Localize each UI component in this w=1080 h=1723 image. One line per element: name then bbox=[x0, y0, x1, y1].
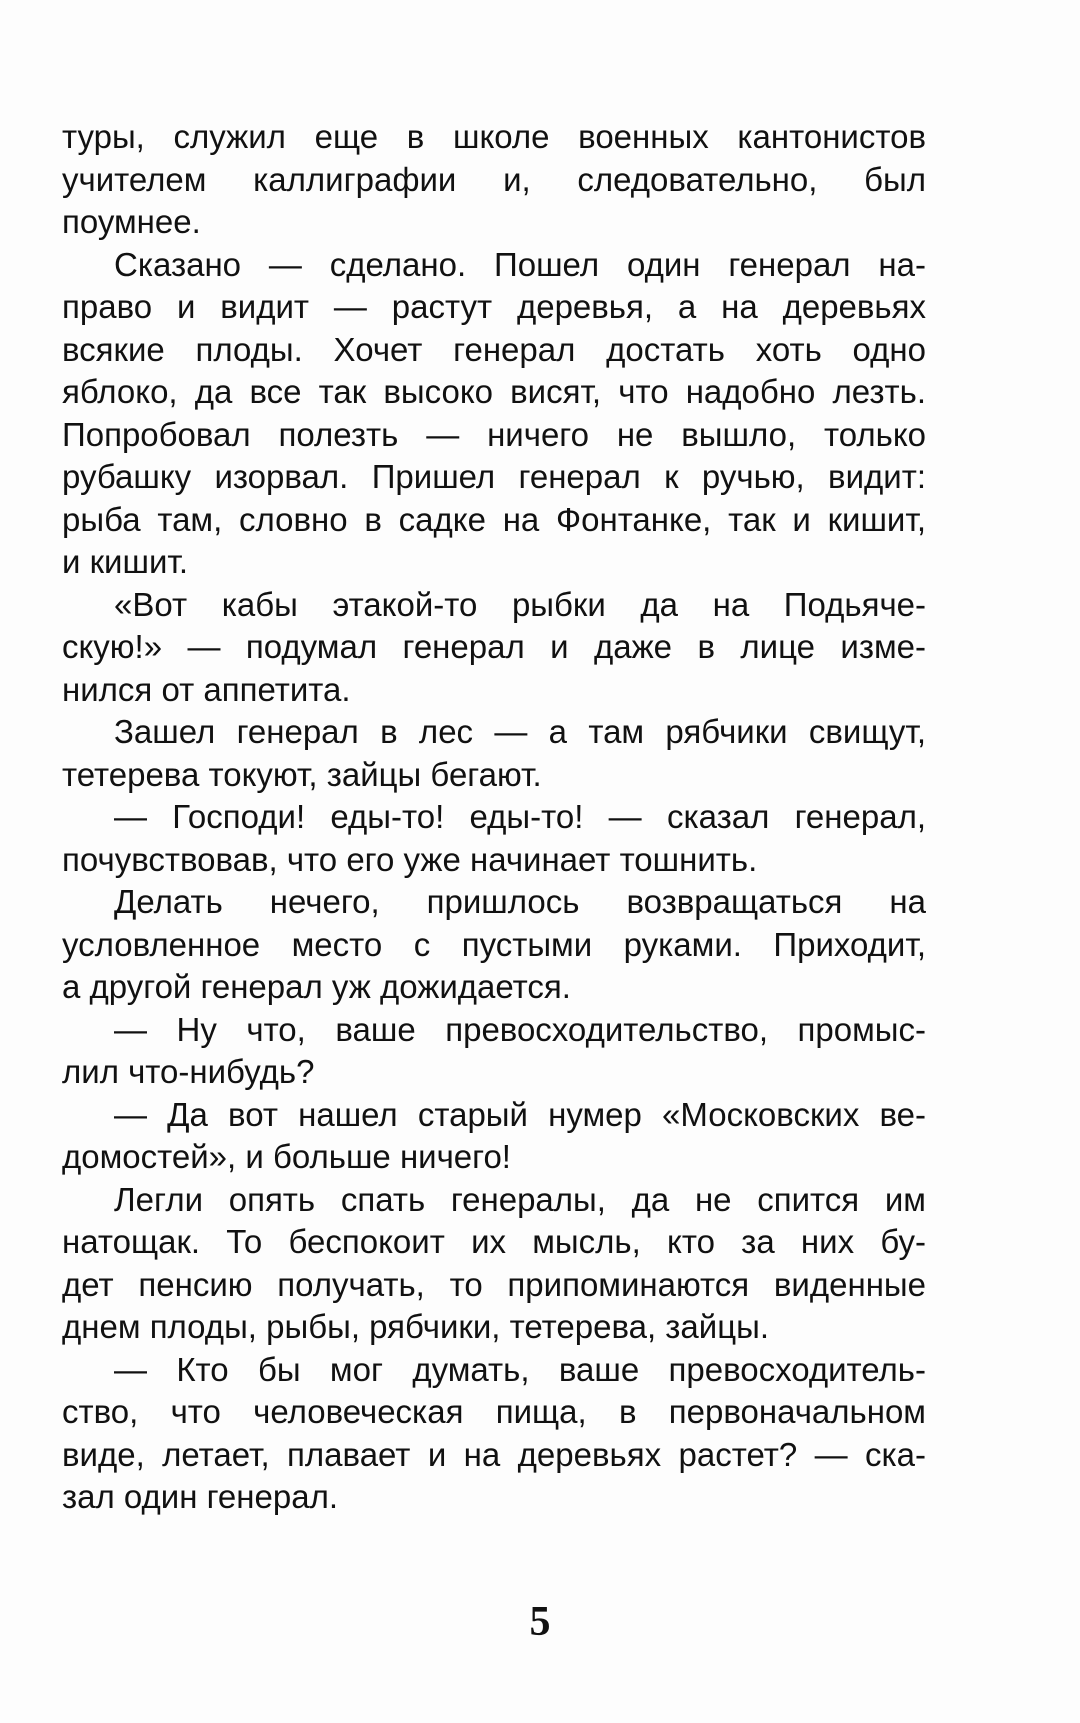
text-line: натощак. То беспокоит их мысль, кто за них бу- bbox=[62, 1223, 926, 1260]
text-line: Зашел генерал в лес — а там рябчики свищут, bbox=[114, 713, 926, 750]
text-line: всякие плоды. Хочет генерал достать хоть одно bbox=[62, 330, 926, 368]
text-line: яблоко, да все так высоко висят, что надобно лезть. bbox=[62, 373, 926, 410]
text-line: — Кто бы мог думать, ваше превосходитель- bbox=[114, 1350, 926, 1388]
text-line: нился от аппетита. bbox=[62, 670, 351, 708]
text-line: Легли опять спать генералы, да не спится им bbox=[114, 1180, 926, 1218]
text-line: рубашку изорвал. Пришел генерал к ручью, видит: bbox=[62, 458, 926, 495]
text-line: и кишит. bbox=[62, 543, 189, 580]
text-line: Сказано — сделано. Пошел один генерал на- bbox=[114, 245, 926, 283]
body-text bbox=[62, 116, 926, 1519]
text-line: право и видит — растут деревья, а на деревьях bbox=[62, 288, 926, 325]
text-line: Делать нечего, пришлось возвращаться на bbox=[114, 883, 926, 920]
text-line: дет пенсию получать, то припоминаются виденные bbox=[62, 1265, 926, 1303]
text-line: «Вот кабы этакой-то рыбки да на Подьяче- bbox=[114, 585, 926, 623]
page-number: 5 bbox=[529, 1599, 551, 1645]
text-line: виде, летает, плавает и на деревьях растет? — ска- bbox=[62, 1435, 926, 1473]
text-line: а другой генерал уж дожидается. bbox=[62, 968, 571, 1005]
text-line: тетерева токуют, зайцы бегают. bbox=[62, 755, 542, 793]
text-line: Попробовал полезть — ничего не вышло, только bbox=[62, 415, 926, 453]
text-line: туры, служил еще в школе военных кантонистов bbox=[62, 118, 926, 155]
text-line: — Ну что, ваше превосходительство, промыс- bbox=[114, 1010, 926, 1048]
text-line: условленное место с пустыми руками. Приходит, bbox=[62, 925, 926, 963]
text-line: скую!» — подумал генерал и даже в лице изме- bbox=[62, 628, 926, 665]
text-line: — Да вот нашел старый нумер «Московских ве- bbox=[114, 1095, 926, 1133]
text-line: рыба там, словно в садке на Фонтанке, так и кишит, bbox=[62, 500, 926, 538]
text-line: учителем каллиграфии и, следовательно, был bbox=[62, 160, 926, 198]
text-line: днем плоды, рыбы, рябчики, тетерева, зайцы. bbox=[62, 1308, 770, 1345]
text-line: почувствовав, что его уже начинает тошнить. bbox=[62, 840, 758, 878]
text-line: поумнее. bbox=[62, 203, 201, 240]
text-line: домостей», и больше ничего! bbox=[62, 1138, 511, 1175]
text-line: — Господи! еды-то! еды-то! — сказал генерал, bbox=[114, 798, 926, 835]
text-line: лил что-нибудь? bbox=[62, 1053, 315, 1090]
text-line: зал один генерал. bbox=[62, 1478, 338, 1515]
text-line: ство, что человеческая пища, в первоначальном bbox=[62, 1393, 926, 1430]
